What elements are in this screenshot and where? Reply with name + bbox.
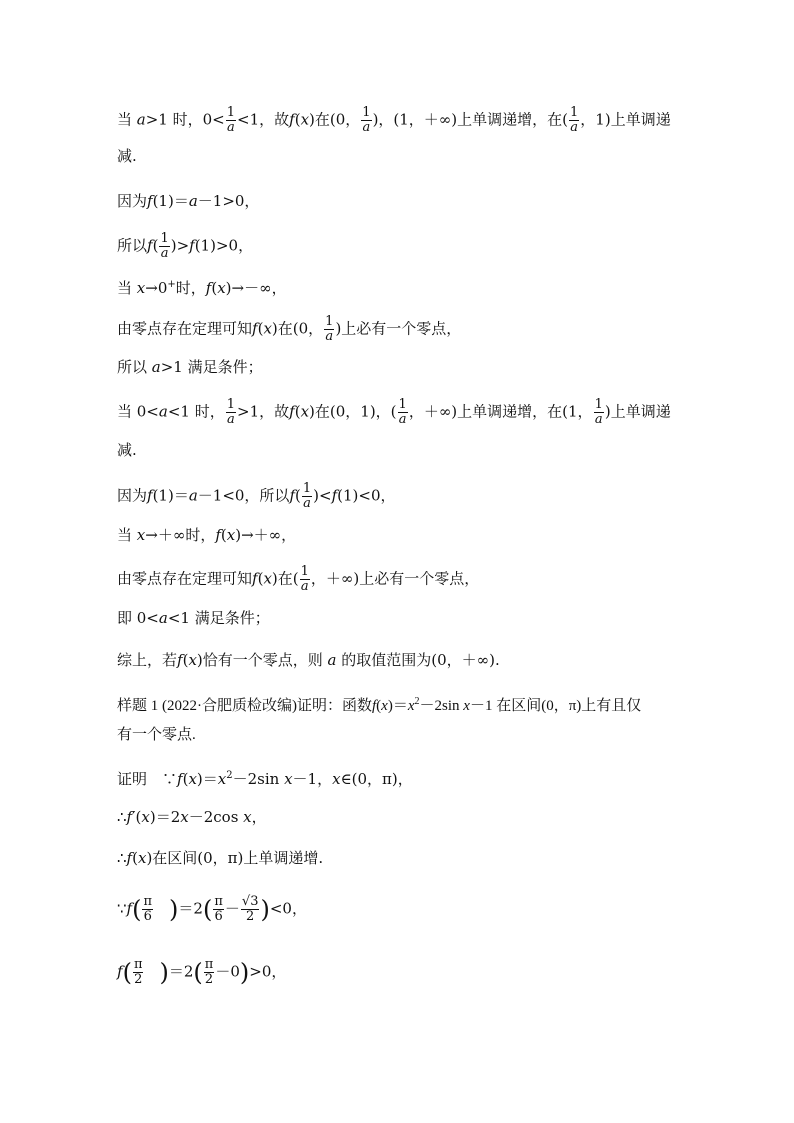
- text-line: [117, 357, 263, 377]
- text-run: 因为: [117, 192, 148, 210]
- text-run: (: [152, 236, 159, 255]
- text-run: ＝2: [168, 962, 194, 981]
- large-paren: ): [169, 895, 179, 924]
- fraction-numerator: 1: [302, 481, 312, 496]
- text-run: 当 0<: [117, 402, 159, 421]
- text-run: )<: [313, 486, 332, 505]
- text-run: )在区间(0，π)上单调递增.: [146, 849, 324, 867]
- text-run: ∴: [117, 849, 127, 867]
- text-line: [117, 958, 286, 987]
- text-run: 减.: [117, 441, 137, 459]
- text-run: －1 在区间(0，π)上有且仅: [469, 698, 642, 714]
- fraction-denominator: a: [362, 120, 371, 135]
- text-run: －2sin: [419, 698, 464, 714]
- math-variable: a: [188, 486, 198, 505]
- text-run: (: [182, 770, 189, 788]
- text-run: ，: [251, 808, 267, 826]
- text-run: (1)＝: [152, 486, 189, 505]
- math-variable: f: [147, 192, 153, 210]
- fraction: [324, 315, 334, 344]
- math-variable: x: [217, 279, 226, 297]
- math-variable: x: [463, 698, 470, 714]
- text-run: <1 时，: [167, 402, 225, 421]
- text-run: ，＋∞)上单调递增，在(1，: [408, 402, 593, 421]
- text-run: ＝2: [178, 899, 203, 918]
- text-run: (: [132, 849, 138, 867]
- text-run: )在(0，: [271, 319, 324, 338]
- text-run: )＝2: [149, 808, 181, 826]
- text-run: >1，故: [237, 402, 290, 421]
- text-line: [117, 398, 671, 427]
- text-run: [144, 963, 159, 981]
- math-variable: f: [126, 849, 133, 867]
- text-line: [117, 191, 259, 211]
- fraction-denominator: a: [303, 496, 311, 511]
- text-line: [117, 650, 500, 670]
- text-line: [117, 895, 307, 924]
- math-variable: f: [147, 486, 153, 505]
- text-line: [117, 565, 479, 594]
- math-variable: f: [147, 236, 153, 255]
- text-run: (: [376, 698, 382, 714]
- text-run: (1)<0，: [337, 486, 396, 505]
- text-line: [117, 440, 137, 460]
- text-run: 由零点存在定理可知: [117, 569, 253, 588]
- math-variable: x: [188, 770, 197, 788]
- text-run: )在(0，: [309, 110, 361, 129]
- math-variable: f: [252, 319, 258, 338]
- text-run: －1<0，所以: [197, 486, 290, 505]
- text-run: 由零点存在定理可知: [117, 319, 253, 338]
- text-run: <1 满足条件；: [167, 609, 270, 627]
- fraction-numerator: π: [133, 957, 143, 972]
- text-run: )在(0，1)，(: [309, 402, 397, 421]
- fraction: [204, 958, 215, 987]
- fraction-denominator: a: [300, 579, 309, 594]
- fraction-denominator: 2: [134, 972, 143, 987]
- text-run: 当: [117, 526, 137, 544]
- math-variable: x: [263, 319, 272, 338]
- text-run: 减.: [117, 147, 137, 165]
- text-run: >0，: [249, 962, 287, 981]
- text-run: <1，故: [237, 110, 290, 129]
- text-line: [117, 315, 461, 344]
- large-paren: ): [260, 895, 270, 924]
- math-variable: x: [243, 808, 252, 826]
- large-paren: (: [132, 895, 142, 924]
- fraction: [226, 106, 236, 135]
- math-variable: f: [205, 279, 212, 297]
- math-variable: x: [284, 770, 293, 788]
- text-run: －2sin: [232, 770, 285, 788]
- superscript: +: [167, 279, 176, 290]
- text-line: [117, 608, 270, 628]
- fraction-denominator: 6: [214, 909, 223, 924]
- text-run: (1)>0，: [194, 236, 254, 255]
- math-variable: a: [158, 402, 168, 421]
- text-run: 即 0<: [117, 609, 159, 627]
- text-run: ∴: [117, 808, 127, 826]
- fraction: [133, 958, 144, 987]
- text-run: (: [182, 651, 189, 669]
- text-run: 时，: [175, 279, 206, 297]
- text-run: (: [211, 279, 218, 297]
- math-variable: f: [177, 651, 183, 669]
- math-variable: a: [327, 651, 337, 669]
- math-variable: a: [136, 110, 146, 129]
- text-run: －1>0，: [197, 192, 260, 210]
- text-run: ，＋∞)上必有一个零点，: [310, 569, 480, 588]
- superscript: 2: [226, 770, 233, 781]
- text-run: 当: [117, 110, 137, 129]
- math-variable: a: [158, 609, 168, 627]
- text-run: >1 时，0<: [145, 110, 225, 129]
- text-run: <0，: [269, 899, 307, 918]
- fraction: [142, 895, 153, 924]
- math-variable: f: [126, 899, 133, 918]
- text-run: 所以: [117, 236, 148, 255]
- text-run: 因为: [117, 486, 148, 505]
- math-variable: x: [381, 698, 388, 714]
- text-run: >1 满足条件；: [160, 358, 263, 376]
- text-run: )>: [170, 236, 190, 255]
- fraction-numerator: 1: [594, 397, 603, 412]
- text-run: ∈(0，π)，: [340, 770, 413, 788]
- math-variable: x: [263, 569, 272, 588]
- math-variable: a: [151, 358, 161, 376]
- large-paren: ): [239, 958, 250, 987]
- text-run: 所以: [117, 358, 152, 376]
- text-run: ，1)上单调递: [580, 110, 671, 129]
- text-run: )＝: [196, 770, 218, 788]
- fraction: [300, 565, 310, 594]
- text-line: [117, 482, 396, 511]
- math-variable: f: [252, 569, 258, 588]
- text-run: (: [257, 569, 264, 588]
- text-line: [117, 766, 413, 789]
- fraction-denominator: a: [594, 412, 603, 427]
- text-run: )恰有一个零点，则: [196, 651, 328, 669]
- fraction-numerator: 1: [226, 397, 236, 412]
- math-variable: f: [126, 808, 133, 826]
- fraction-denominator: a: [226, 120, 235, 135]
- fraction-numerator: 1: [362, 105, 371, 120]
- math-variable: x: [141, 808, 150, 826]
- math-variable: x: [300, 110, 310, 129]
- text-run: )在(: [271, 569, 299, 588]
- math-variable: x: [300, 402, 310, 421]
- fraction-numerator: 1: [300, 564, 309, 579]
- text-run: 样题 1 (2022·合肥质检改编)证明：函数: [117, 698, 372, 714]
- fraction-denominator: a: [160, 246, 169, 261]
- superscript: 2: [414, 696, 420, 707]
- text-run: 当: [117, 279, 137, 297]
- fraction-denominator: a: [398, 412, 407, 427]
- large-paren: ): [159, 958, 169, 987]
- fraction-denominator: a: [325, 329, 334, 344]
- fraction-denominator: a: [226, 412, 235, 427]
- text-run: －2cos: [188, 808, 244, 826]
- math-variable: x: [188, 651, 197, 669]
- math-variable: f: [117, 962, 123, 981]
- math-variable: x: [137, 849, 147, 867]
- text-line: [117, 692, 641, 716]
- text-run: )→－∞，: [225, 279, 287, 297]
- text-run: (: [257, 319, 264, 338]
- math-variable: x: [136, 526, 146, 544]
- text-line: [117, 525, 296, 545]
- fraction: [226, 398, 236, 427]
- math-variable: f: [289, 486, 295, 505]
- math-variable: f: [189, 236, 195, 255]
- fraction: [569, 106, 579, 135]
- fraction-denominator: 2: [246, 909, 255, 924]
- fraction-denominator: a: [570, 120, 579, 135]
- fraction: [241, 895, 260, 924]
- fraction-numerator: π: [204, 957, 214, 972]
- text-run: )，(1，＋∞)上单调递增，在(: [372, 110, 569, 129]
- text-run: (: [295, 486, 301, 505]
- text-run: ′(: [132, 808, 142, 826]
- large-paren: (: [193, 958, 203, 987]
- fraction-numerator: 1: [160, 231, 169, 246]
- text-line: [117, 106, 671, 135]
- text-run: －0: [215, 962, 240, 981]
- fraction-numerator: 1: [398, 397, 407, 412]
- math-variable: x: [136, 279, 146, 297]
- math-variable: x: [217, 770, 227, 788]
- math-variable: f: [331, 486, 338, 505]
- text-run: (: [294, 110, 301, 129]
- math-variable: f: [177, 770, 183, 788]
- text-run: －: [224, 899, 240, 918]
- text-run: →＋∞时，: [145, 526, 216, 544]
- math-variable: x: [407, 698, 415, 714]
- text-run: 有一个零点.: [117, 727, 196, 743]
- math-variable: f: [289, 110, 295, 129]
- text-run: [154, 900, 169, 918]
- text-run: →0: [145, 279, 168, 297]
- text-line: [117, 275, 287, 298]
- text-run: (: [220, 526, 227, 544]
- text-run: )上必有一个零点，: [335, 319, 462, 338]
- text-line: [117, 807, 267, 827]
- math-variable: x: [180, 808, 189, 826]
- text-run: ∵: [117, 899, 127, 918]
- text-run: 证明 ∵: [117, 770, 178, 788]
- text-line: [117, 232, 253, 261]
- text-run: )→＋∞，: [235, 526, 297, 544]
- text-run: 综上，若: [117, 651, 178, 669]
- fraction-denominator: 2: [204, 972, 214, 987]
- fraction: [159, 232, 169, 261]
- math-variable: x: [226, 526, 236, 544]
- fraction-numerator: √3: [241, 894, 259, 909]
- math-variable: x: [332, 770, 341, 788]
- fraction: [213, 895, 224, 924]
- fraction-denominator: 6: [143, 909, 152, 924]
- text-line: [117, 146, 137, 166]
- fraction-numerator: 1: [325, 314, 334, 329]
- fraction: [398, 398, 408, 427]
- fraction-numerator: π: [143, 894, 153, 909]
- fraction: [302, 482, 312, 511]
- text-run: 的取值范围为(0，＋∞).: [336, 651, 500, 669]
- math-variable: f: [215, 526, 221, 544]
- math-variable: a: [188, 192, 198, 210]
- fraction-numerator: 1: [226, 105, 236, 120]
- large-paren: (: [122, 958, 132, 987]
- text-line: [117, 848, 323, 868]
- text-run: (: [294, 402, 301, 421]
- text-run: －1，: [292, 770, 333, 788]
- text-run: )上单调递: [604, 402, 671, 421]
- fraction-numerator: 1: [570, 105, 579, 120]
- fraction-numerator: π: [214, 894, 223, 909]
- text-run: )＝: [387, 698, 408, 714]
- math-variable: f: [372, 698, 377, 714]
- text-run: (1)＝: [152, 192, 189, 210]
- large-paren: (: [202, 895, 213, 924]
- fraction: [594, 398, 604, 427]
- text-line: [117, 725, 196, 745]
- math-variable: f: [289, 402, 295, 421]
- fraction: [361, 106, 371, 135]
